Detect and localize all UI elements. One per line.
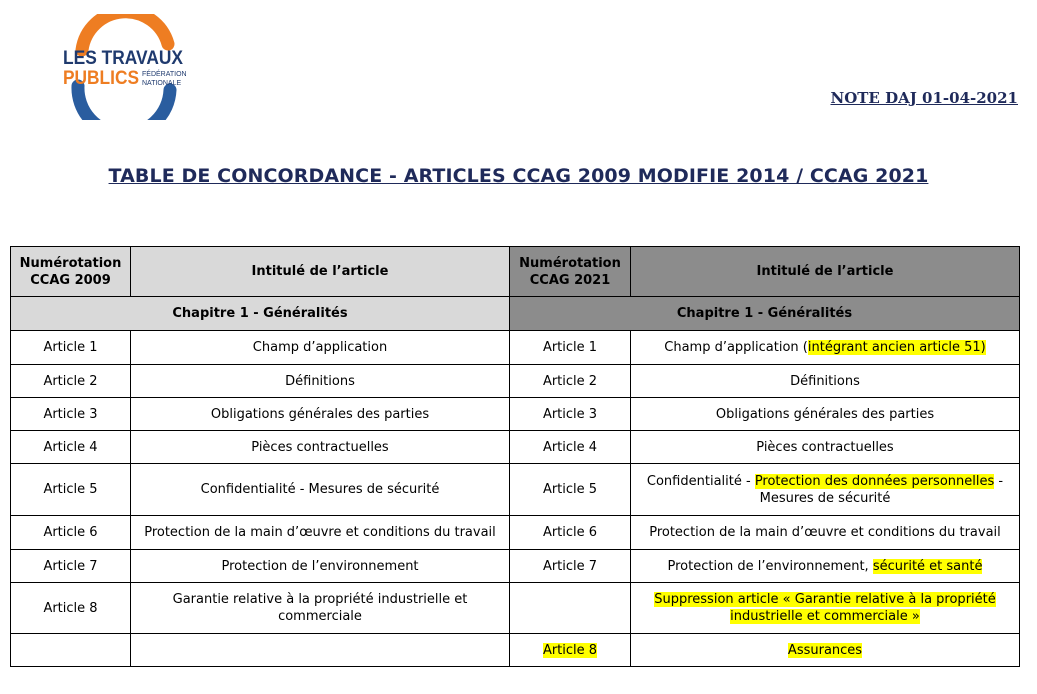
highlight: intégrant ancien article 51): [807, 340, 986, 355]
header-intitule-2021: Intitulé de l’article: [631, 247, 1020, 297]
title-2009: Obligations générales des parties: [131, 398, 510, 431]
title-2021: [631, 634, 1020, 667]
table-row: [11, 634, 1020, 667]
num-2021: Article 4: [510, 431, 631, 464]
title-2009: Garantie relative à la propriété industrielle et commerciale: [131, 583, 510, 634]
num-2009: Article 7: [11, 550, 131, 583]
title-2009: Champ d’application: [131, 331, 510, 365]
title-2021: Champ d’application (intégrant ancien article 51): [631, 331, 1020, 365]
header-num-2021: Numérotation CCAG 2021: [510, 247, 631, 297]
highlight: Assurances: [787, 642, 863, 658]
table-row: [11, 365, 1020, 398]
num-2021: Article 5: [510, 464, 631, 516]
title-2021: Obligations générales des parties: [631, 398, 1020, 431]
logo-line2: PUBLICS: [63, 68, 139, 89]
num-2009: Article 2: [11, 365, 131, 398]
chapter-2021: Chapitre 1 - Généralités: [510, 297, 1020, 331]
title-2021: Protection de la main d’œuvre et conditions du travail: [631, 516, 1020, 550]
title-2021: Pièces contractuelles: [631, 431, 1020, 464]
chapter-2009: Chapitre 1 - Généralités: [11, 297, 510, 331]
title-2009: Confidentialité - Mesures de sécurité: [131, 464, 510, 516]
title-2009: [131, 634, 510, 667]
concordance-table: [10, 246, 1020, 667]
header-num-2009: Numérotation CCAG 2009: [11, 247, 131, 297]
table-row: [11, 550, 1020, 583]
num-2009: Article 8: [11, 583, 131, 634]
num-2021: [510, 634, 631, 667]
num-2009: Article 5: [11, 464, 131, 516]
num-2009: Article 3: [11, 398, 131, 431]
table-row: [11, 331, 1020, 365]
logo-line3b: NATIONALE: [142, 80, 182, 87]
table-row: [11, 398, 1020, 431]
note-reference: NOTE DAJ 01-04-2021: [830, 89, 1018, 107]
table-row: [11, 583, 1020, 634]
highlight: Suppression article « Garantie relative à la propriété industrielle et commerciale »: [654, 592, 996, 624]
title-2021: Définitions: [631, 365, 1020, 398]
chapter-row: [11, 297, 1020, 331]
num-2021: Article 7: [510, 550, 631, 583]
title-2021: [631, 583, 1020, 634]
num-2021: Article 2: [510, 365, 631, 398]
num-2009: Article 4: [11, 431, 131, 464]
num-2021: Article 6: [510, 516, 631, 550]
title-2009: Définitions: [131, 365, 510, 398]
logo-line3a: FÉDÉRATION: [142, 71, 187, 78]
table-row: [11, 516, 1020, 550]
highlight: sécurité et santé: [872, 558, 983, 574]
fntp-logo: [58, 14, 190, 120]
num-2021: Article 1: [510, 331, 631, 365]
num-2021: [510, 583, 631, 634]
table-row: [11, 431, 1020, 464]
highlight: Article 8: [542, 642, 598, 658]
title-2009: Protection de la main d’œuvre et conditions du travail: [131, 516, 510, 550]
title-2009: Protection de l’environnement: [131, 550, 510, 583]
header-intitule-2009: Intitulé de l’article: [131, 247, 510, 297]
num-2021: Article 3: [510, 398, 631, 431]
page-title: TABLE DE CONCORDANCE - ARTICLES CCAG 2009 MODIFIE 2014 / CCAG 2021: [108, 165, 929, 187]
num-2009: Article 1: [11, 331, 131, 365]
title-2009: Pièces contractuelles: [131, 431, 510, 464]
logo-line1: LES TRAVAUX: [63, 48, 184, 69]
highlight: Protection des données personnelles: [754, 473, 995, 489]
title-2021: Confidentialité - Protection des données personnelles - Mesures de sécurité: [631, 464, 1020, 516]
num-2009: [11, 634, 131, 667]
table-row: [11, 464, 1020, 516]
num-2009: Article 6: [11, 516, 131, 550]
header-row: [11, 247, 1020, 297]
title-2021: Protection de l’environnement, sécurité et santé: [631, 550, 1020, 583]
